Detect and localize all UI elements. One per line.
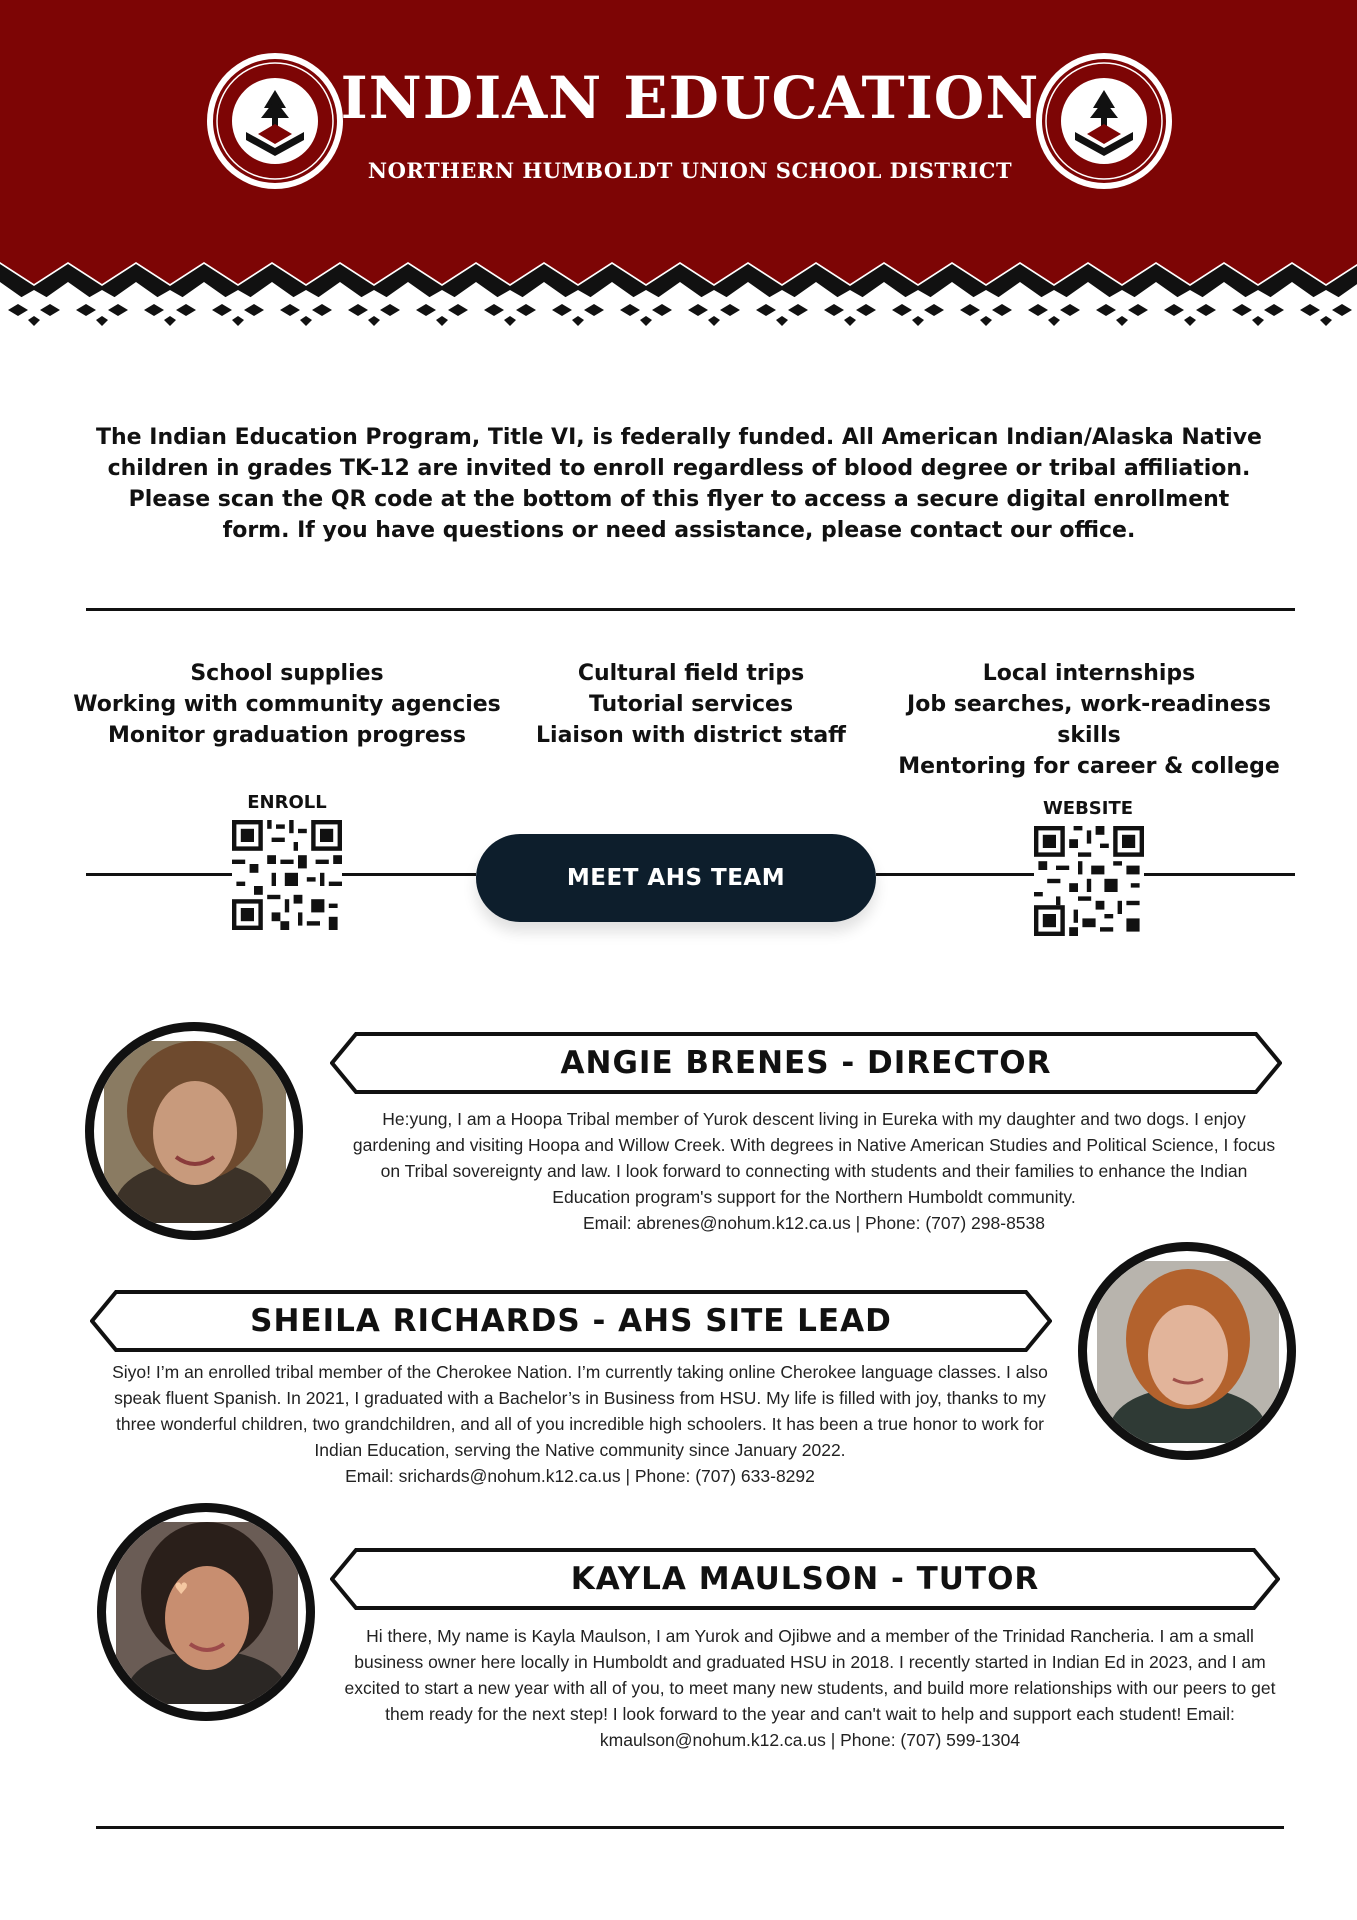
- enroll-label: ENROLL: [247, 792, 327, 813]
- name-banner: [330, 1548, 1280, 1610]
- service-item: Tutorial services: [588, 692, 794, 717]
- website-label: WEBSITE: [1042, 798, 1134, 819]
- bio-text: He:yung, I am a Hoopa Tribal member of Yurok descent living in Eureka with my daughter and two dogs. I enjoy gardening and visiting Hoopa and Willow Creek. With degrees in Native American Studies and Political Science, I focus on Tribal sovereignty and law. I look forward to connecting with students and their families to enhance the Indian Education program's support for the Northern Humboldt community.: [352, 1109, 1276, 1207]
- avatar: [1078, 1242, 1296, 1460]
- footer-divider: [96, 1826, 1284, 1829]
- intro-paragraph: The Indian Education Program, Title VI, is federally funded. All American Indian/Alaska Native children in grades TK-12 are invited to enroll regardless of blood degree or tribal affiliation. Please scan the QR code at the bottom of this flyer to access a secure digital enrollment form. If you have questions or need assistance, please contact our office.: [96, 425, 1262, 543]
- service-item: Job searches, work-readiness skills: [907, 692, 1271, 748]
- service-item: Liaison with district staff: [536, 723, 846, 748]
- services-column-1: [72, 658, 502, 751]
- service-item: Cultural field trips: [577, 661, 805, 686]
- team-member-bio: [100, 1359, 1060, 1489]
- enroll-qr-code[interactable]: [232, 820, 342, 930]
- page-subtitle: NORTHERN HUMBOLDT UNION SCHOOL DISTRICT: [367, 158, 1013, 183]
- team-member-bio: [334, 1623, 1286, 1753]
- service-item: Local internships: [982, 661, 1196, 686]
- page-title: INDIAN EDUCATION: [340, 64, 1040, 132]
- team-member-bio: [346, 1106, 1282, 1236]
- services-column-3: [874, 658, 1304, 782]
- team-member-heading: SHEILA RICHARDS - AHS SITE LEAD: [250, 1303, 892, 1339]
- team-member-heading: KAYLA MAULSON - TUTOR: [570, 1561, 1040, 1597]
- services-column-2: [476, 658, 906, 751]
- bio-contact: Email: abrenes@nohum.k12.ca.us | Phone: (707) 298-8538: [582, 1213, 1046, 1233]
- service-item: School supplies: [190, 661, 384, 686]
- section-divider: [86, 608, 1295, 611]
- bio-contact: Email: srichards@nohum.k12.ca.us | Phone: (707) 633-8292: [345, 1466, 815, 1486]
- geometric-border-pattern: [0, 254, 1357, 334]
- name-banner: [90, 1290, 1052, 1352]
- team-member-heading: ANGIE BRENES - DIRECTOR: [560, 1045, 1052, 1081]
- website-qr-code[interactable]: [1034, 826, 1144, 936]
- service-item: Monitor graduation progress: [108, 723, 466, 748]
- avatar: [97, 1503, 315, 1721]
- meet-team-button[interactable]: MEET AHS TEAM: [476, 834, 876, 922]
- bio-text: Hi there, My name is Kayla Maulson, I am Yurok and Ojibwe and a member of the Trinidad Rancheria. I am a small business owner here locally in Humboldt and graduated HSU in 2018. I recently started in Indian Ed in 2023, and I am excited to start a new year with all of you, to meet many new students, and build more relationships with our peers to get them ready for the next step! I look forward to the year and can't wait to help and support each student! Email: kmaulson@nohum.k12.ca.us | Phone: (707) 599-1304: [344, 1626, 1276, 1750]
- name-banner: [330, 1032, 1282, 1094]
- service-item: Working with community agencies: [73, 692, 501, 717]
- svg-text:♥: ♥: [174, 1579, 189, 1598]
- avatar: [85, 1022, 303, 1240]
- bio-text: Siyo! I’m an enrolled tribal member of the Cherokee Nation. I’m currently taking online Cherokee language classes. I also speak fluent Spanish. In 2021, I graduated with a Bachelor’s in Business from HSU. My life is filled with joy, thanks to my three wonderful children, two grandchildren, and all of you incredible high schoolers. It has been a true honor to work for Indian Education, serving the Native community since January 2022.: [112, 1362, 1048, 1460]
- service-item: Mentoring for career & college: [898, 754, 1280, 779]
